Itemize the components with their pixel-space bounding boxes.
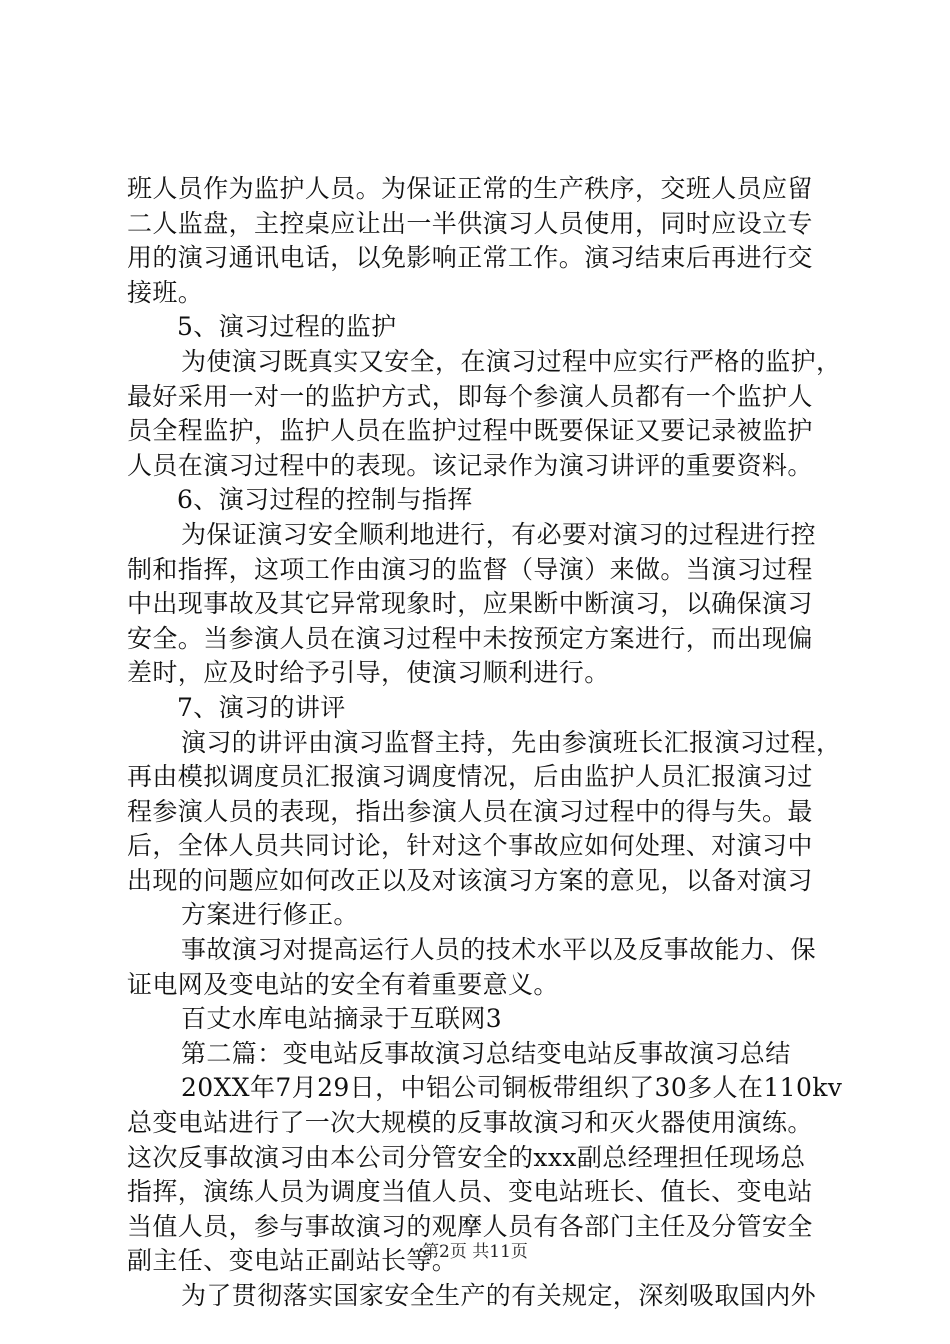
text-line: 人员在演习过程中的表现。该记录作为演习讲评的重要资料。: [127, 450, 813, 480]
text-line: 当值人员，参与事故演习的观摩人员有各部门主任及分管安全: [127, 1211, 813, 1241]
page-footer: 第2页 共11页: [422, 1242, 528, 1262]
text-line: 用的演习通讯电话，以免影响正常工作。演习结束后再进行交: [127, 243, 813, 273]
text-line: 差时，应及时给予引导，使演习顺利进行。: [127, 658, 610, 688]
text-line: 总变电站进行了一次大规模的反事故演习和灭火器使用演练。: [127, 1108, 813, 1138]
section-heading: 6、演习过程的控制与指挥: [177, 485, 473, 515]
text-line: 为了贯彻落实国家安全生产的有关规定，深刻吸取国内外: [181, 1281, 817, 1310]
text-line: 事故演习对提高运行人员的技术水平以及反事故能力、保: [181, 935, 817, 965]
section-heading: 7、演习的讲评: [177, 692, 346, 722]
text-line: 演习的讲评由演习监督主持，先由参演班长汇报演习过程，: [181, 727, 842, 757]
text-line: 安全。当参演人员在演习过程中未按预定方案进行，而出现偏: [127, 623, 813, 653]
text-line: 为保证演习安全顺利地进行，有必要对演习的过程进行控: [181, 519, 817, 549]
text-line: 程参演人员的表现，指出参演人员在演习过程中的得与失。最: [127, 796, 813, 826]
section-heading: 5、演习过程的监护: [177, 312, 397, 342]
text-line: 最好采用一对一的监护方式，即每个参演人员都有一个监护人: [127, 381, 813, 411]
text-line: 中出现事故及其它异常现象时，应果断中断演习，以确保演习: [127, 589, 813, 619]
text-line: 员全程监护，监护人员在监护过程中既要保证又要记录被监护: [127, 416, 813, 446]
text-line: 制和指挥，这项工作由演习的监督（导演）来做。当演习过程: [127, 554, 813, 584]
source-note: 百丈水库电站摘录于互联网3: [181, 1004, 503, 1034]
text-line: 再由模拟调度员汇报演习调度情况，后由监护人员汇报演习过: [127, 762, 813, 792]
text-line: 指挥，演练人员为调度当值人员、变电站班长、值长、变电站: [127, 1177, 813, 1207]
text-line: 方案进行修正。: [181, 900, 359, 930]
document-body: [127, 172, 843, 1314]
text-line: 20XX年7月29日，中铝公司铜板带组织了30多人在110kv: [181, 1073, 843, 1103]
text-line: 为使演习既真实又安全，在演习过程中应实行严格的监护，: [181, 346, 842, 376]
text-line: 出现的问题应如何改正以及对该演习方案的意见，以备对演习: [127, 865, 813, 895]
text-line: 二人监盘，主控桌应让出一半供演习人员使用，同时应设立专: [127, 208, 813, 238]
text-line: 接班。: [127, 277, 204, 307]
text-line: 副主任、变电站正副站长等。: [127, 1246, 458, 1276]
text-line: 班人员作为监护人员。为保证正常的生产秩序，交班人员应留: [127, 174, 813, 203]
chapter-title: 第二篇：变电站反事故演习总结变电站反事故演习总结: [181, 1038, 791, 1068]
text-line: 后，全体人员共同讨论，针对这个事故应如何处理、对演习中: [127, 831, 813, 861]
text-line: 证电网及变电站的安全有着重要意义。: [127, 969, 559, 999]
text-line: 这次反事故演习由本公司分管安全的xxx副总经理担任现场总: [127, 1142, 806, 1172]
